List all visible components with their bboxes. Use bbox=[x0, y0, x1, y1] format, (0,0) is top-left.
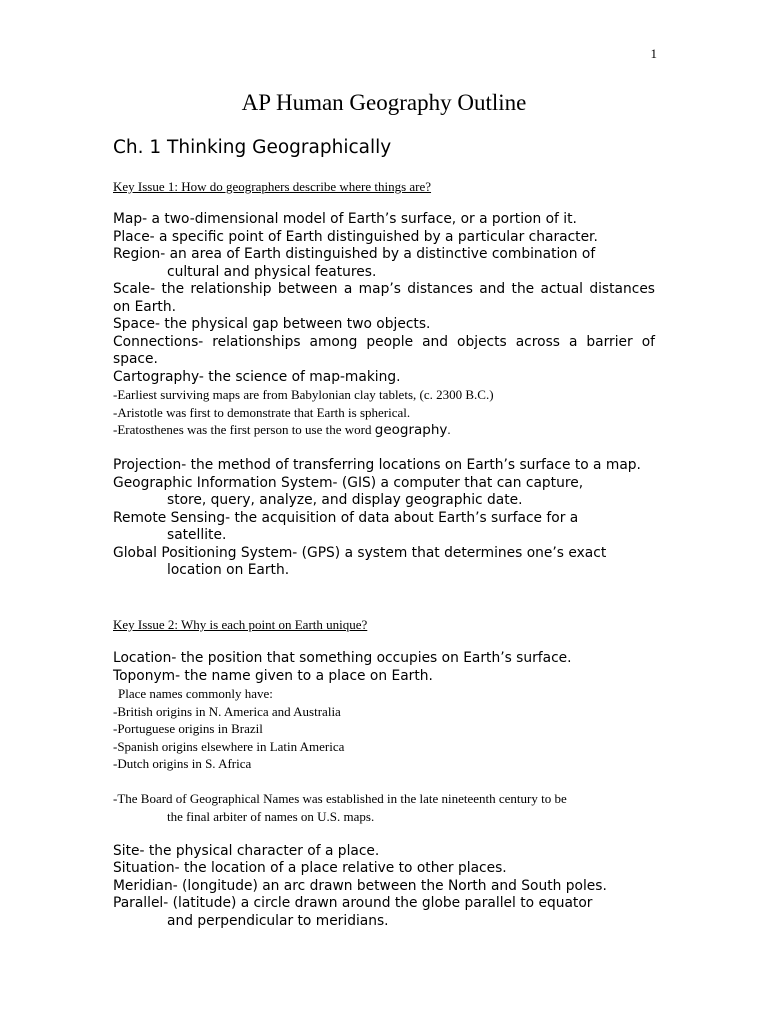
term-remote-sensing: Remote Sensing- the acquisition of data about Earth’s surface for a bbox=[113, 509, 579, 526]
page-number: 1 bbox=[650, 46, 657, 61]
place-name-british: -British origins in N. America and Australia bbox=[113, 703, 341, 719]
key-issue-1-label: Key Issue 1: How do geographers describe where things are? bbox=[113, 179, 432, 194]
key-issue-1-heading bbox=[113, 178, 655, 196]
term-region: Region- an area of Earth distinguished by a distinctive combination of bbox=[113, 246, 596, 262]
term-space: Space- the physical gap between two objects. bbox=[113, 316, 431, 332]
note-board-of-names: -The Board of Geographical Names was established in the late nineteenth century to be bbox=[113, 791, 567, 806]
term-location: Location- the position that something occupies on Earth’s surface. bbox=[113, 650, 572, 666]
term-gis: Geographic Information System- (GIS) a computer that can capture, bbox=[113, 474, 584, 491]
document-title: AP Human Geography Outline bbox=[241, 90, 527, 115]
term-place: Place- a specific point of Earth distinguished by a particular character. bbox=[113, 228, 598, 245]
key-issue-2-label: Key Issue 2: Why is each point on Earth unique? bbox=[113, 617, 368, 632]
term-remote-sensing-continued: satellite. bbox=[167, 527, 227, 543]
note-eratosthenes-suffix: . bbox=[447, 422, 451, 437]
term-situation: Situation- the location of a place relative to other places. bbox=[113, 860, 507, 876]
term-toponym: Toponym- the name given to a place on Earth. bbox=[113, 667, 433, 684]
term-site: Site- the physical character of a place. bbox=[113, 842, 380, 859]
note-eratosthenes bbox=[113, 421, 655, 440]
term-cartography: Cartography- the science of map-making. bbox=[113, 368, 401, 385]
note-board-of-names-continued: the final arbiter of names on U.S. maps. bbox=[167, 808, 375, 824]
note-aristotle: -Aristotle was first to demonstrate that Earth is spherical. bbox=[113, 404, 411, 420]
term-parallel-continued: and perpendicular to meridians. bbox=[167, 912, 389, 929]
place-name-dutch: -Dutch origins in S. Africa bbox=[113, 756, 252, 771]
term-scale: Scale- the relationship between a map’s distances and the actual distances on Earth. bbox=[113, 281, 655, 315]
term-connections: Connections- relationships among people and objects across a barrier of space. bbox=[113, 333, 655, 367]
term-gps-continued: location on Earth. bbox=[167, 562, 290, 578]
note-eratosthenes-prefix: -Eratosthenes was the first person to use the word bbox=[113, 422, 375, 437]
term-map: Map- a two-dimensional model of Earth’s surface, or a portion of it. bbox=[113, 211, 577, 227]
term-gps: Global Positioning System- (GPS) a system that determines one’s exact bbox=[113, 544, 607, 561]
place-names-heading: Place names commonly have: bbox=[118, 686, 273, 701]
place-name-portuguese: -Portuguese origins in Brazil bbox=[113, 721, 263, 736]
term-parallel: Parallel- (latitude) a circle drawn around the globe parallel to equator bbox=[113, 895, 593, 911]
term-meridian: Meridian- (longitude) an arc drawn between the North and South poles. bbox=[113, 877, 607, 894]
chapter-heading: Ch. 1 Thinking Geographically bbox=[113, 137, 392, 158]
note-eratosthenes-word: geography bbox=[374, 422, 448, 438]
term-projection: Projection- the method of transferring locations on Earth’s surface to a map. bbox=[113, 457, 641, 473]
term-gis-continued: store, query, analyze, and display geographic date. bbox=[167, 492, 523, 508]
note-babylonian-maps: -Earliest surviving maps are from Babylonian clay tablets, (c. 2300 B.C.) bbox=[113, 387, 494, 402]
key-issue-2-heading bbox=[113, 616, 655, 634]
place-name-spanish: -Spanish origins elsewhere in Latin America bbox=[113, 738, 345, 754]
term-region-continued: cultural and physical features. bbox=[167, 263, 377, 280]
section-definitions-1 bbox=[113, 211, 655, 580]
section-definitions-2 bbox=[113, 650, 655, 930]
